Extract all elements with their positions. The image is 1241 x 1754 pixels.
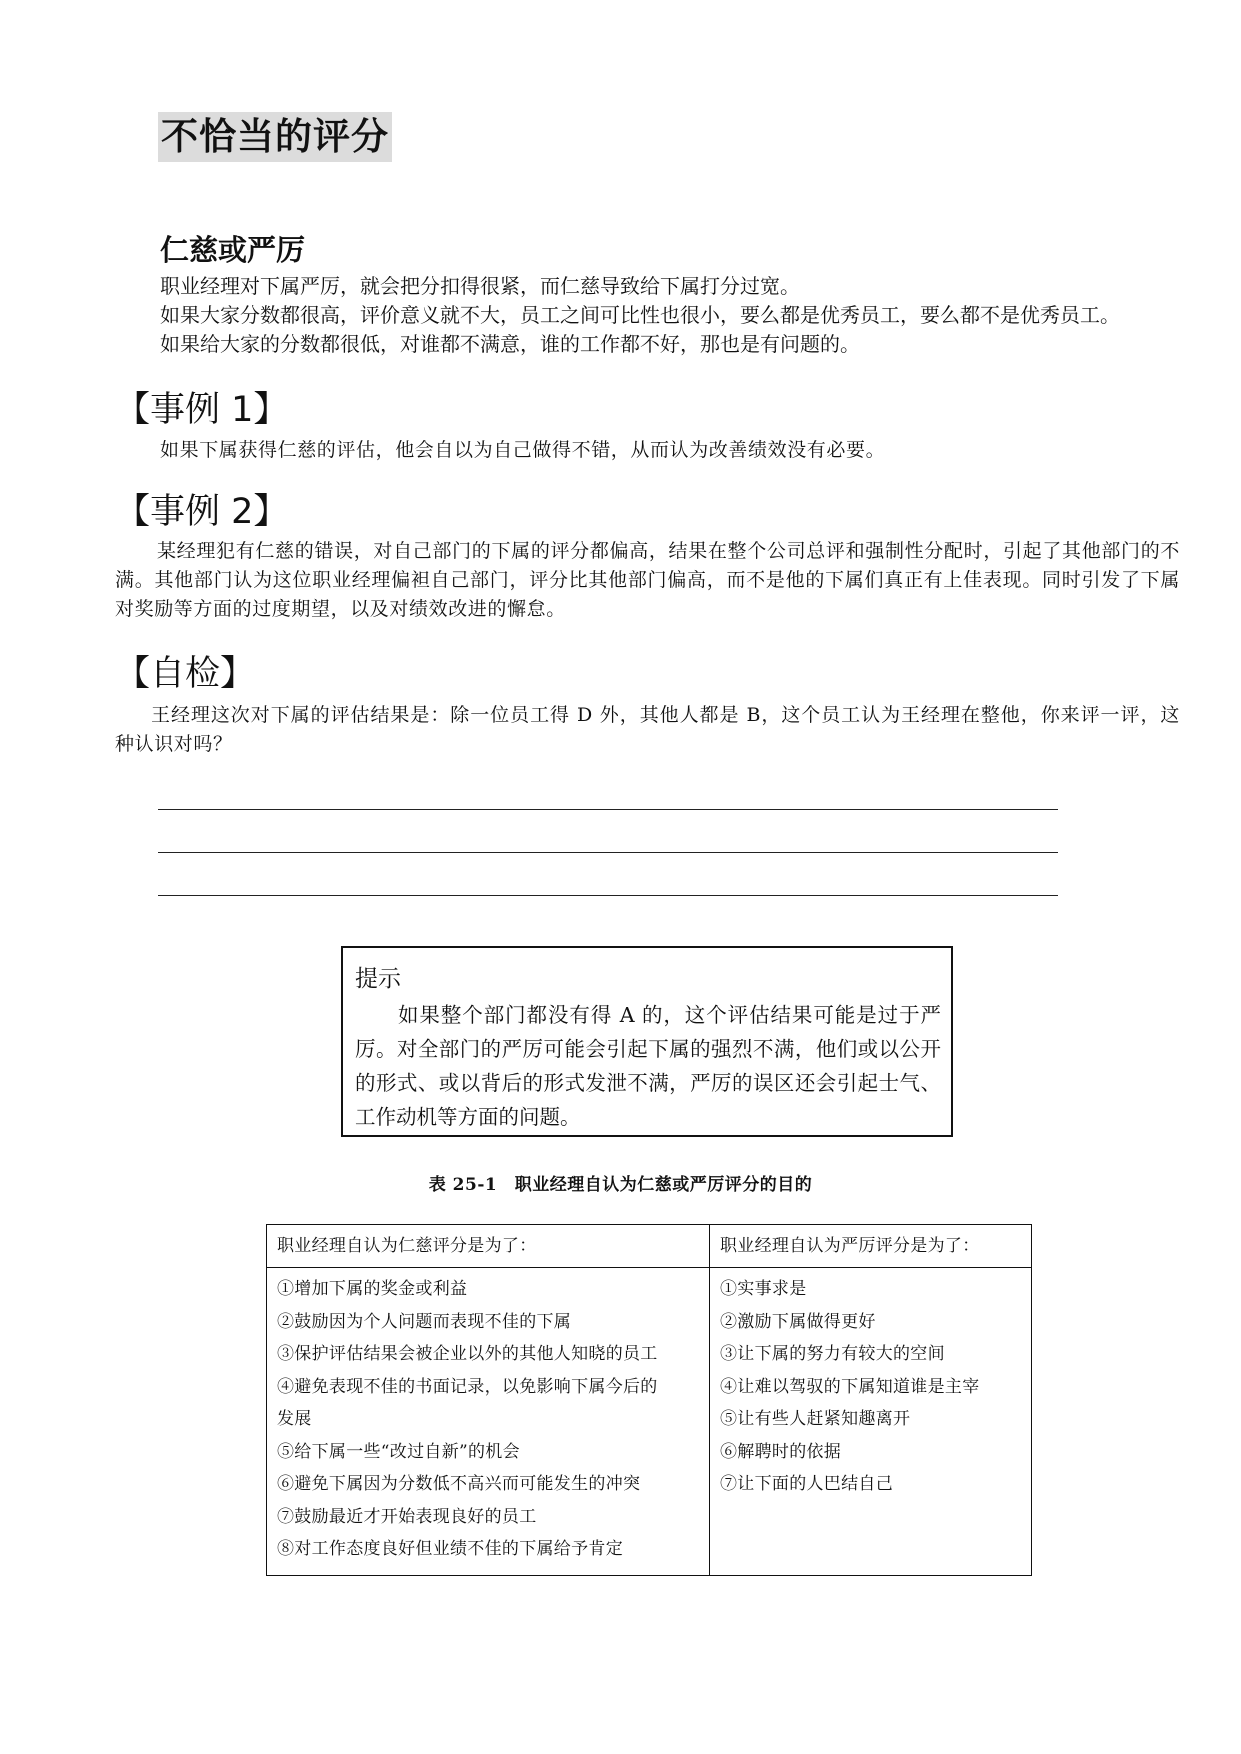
list-item: ⑧对工作态度良好但业绩不佳的下属给予肯定 xyxy=(277,1539,623,1559)
intro-line: 职业经理对下属严厉，就会把分扣得很紧，而仁慈导致给下属打分过宽。 xyxy=(160,274,800,298)
page-title: 不恰当的评分 xyxy=(158,112,392,162)
list-item: ③保护评估结果会被企业以外的其他人知晓的员工 xyxy=(277,1344,658,1364)
case2-heading: 【事例 2】 xyxy=(115,492,289,532)
table-header-divider xyxy=(267,1267,1031,1268)
list-item: ⑤给下属一些“改过自新”的机会 xyxy=(277,1441,520,1462)
list-item: ⑦鼓励最近才开始表现良好的员工 xyxy=(277,1506,537,1527)
answer-line[interactable] xyxy=(158,852,1058,853)
list-item: ②鼓励因为个人问题而表现不佳的下属 xyxy=(277,1311,572,1332)
list-item: ⑥解聘时的依据 xyxy=(720,1441,842,1462)
case1-heading: 【事例 1】 xyxy=(115,390,289,430)
purpose-table xyxy=(266,1224,1032,1576)
strict-list xyxy=(720,1273,1020,1501)
hint-title: 提示 xyxy=(355,966,401,992)
list-item: ④让难以驾驭的下属知道谁是主宰 xyxy=(720,1376,980,1397)
table-header-lenient: 职业经理自认为仁慈评分是为了： xyxy=(277,1236,537,1256)
selfcheck-text: 王经理这次对下属的评估结果是：除一位员工得 D 外，其他人都是 B，这个员工认为王经理在整他，你来评一评，这种认识对吗？ xyxy=(115,704,1180,755)
answer-line[interactable] xyxy=(158,809,1058,810)
subheading: 仁慈或严厉 xyxy=(160,233,306,267)
case1-text: 如果下属获得仁慈的评估，他会自以为自己做得不错，从而认为改善绩效没有必要。 xyxy=(160,439,886,461)
intro-line: 如果给大家的分数都很低，对谁都不满意，谁的工作都不好，那也是有问题的。 xyxy=(160,332,860,356)
selfcheck-heading: 【自检】 xyxy=(115,654,256,694)
list-item: ⑥避免下属因为分数低不高兴而可能发生的冲突 xyxy=(277,1474,641,1494)
list-item: ①实事求是 xyxy=(720,1279,807,1299)
intro-line: 如果大家分数都很高，评价意义就不大，员工之间可比性也很小，要么都是优秀员工，要么都不是优秀员工。 xyxy=(160,303,1120,327)
lenient-list xyxy=(277,1273,705,1566)
table-header-strict: 职业经理自认为严厉评分是为了： xyxy=(720,1236,980,1256)
list-item: ⑦让下面的人巴结自己 xyxy=(720,1474,893,1494)
hint-text: 如果整个部门都没有得 A 的，这个评估结果可能是过于严厉。对全部门的严厉可能会引起下属的强烈不满，他们或以公开的形式、或以背后的形式发泄不满，严厉的误区还会引起士气、工作动机等方面的问题。 xyxy=(355,1003,941,1129)
hint-box xyxy=(341,946,953,1137)
list-item: ④避免表现不佳的书面记录，以免影响下属今后的 xyxy=(277,1376,658,1397)
list-item: ③让下属的努力有较大的空间 xyxy=(720,1344,945,1364)
case2-text: 某经理犯有仁慈的错误，对自己部门的下属的评分都偏高，结果在整个公司总评和强制性分配时，引起了其他部门的不满。其他部门认为这位职业经理偏袒自己部门，评分比其他部门偏高，而不是他的下属们真正有上佳表现。同时引发了下属对奖励等方面的过度期望，以及对绩效改进的懈怠。 xyxy=(115,540,1180,620)
list-item: ②激励下属做得更好 xyxy=(720,1311,876,1332)
list-item: ①增加下属的奖金或利益 xyxy=(277,1279,468,1299)
table-caption: 表 25-1 职业经理自认为仁慈或严厉评分的目的 xyxy=(428,1175,813,1195)
table-column-divider xyxy=(709,1225,710,1575)
list-item: 发展 xyxy=(277,1409,312,1429)
list-item: ⑤让有些人赶紧知趣离开 xyxy=(720,1409,911,1429)
answer-line[interactable] xyxy=(158,895,1058,896)
